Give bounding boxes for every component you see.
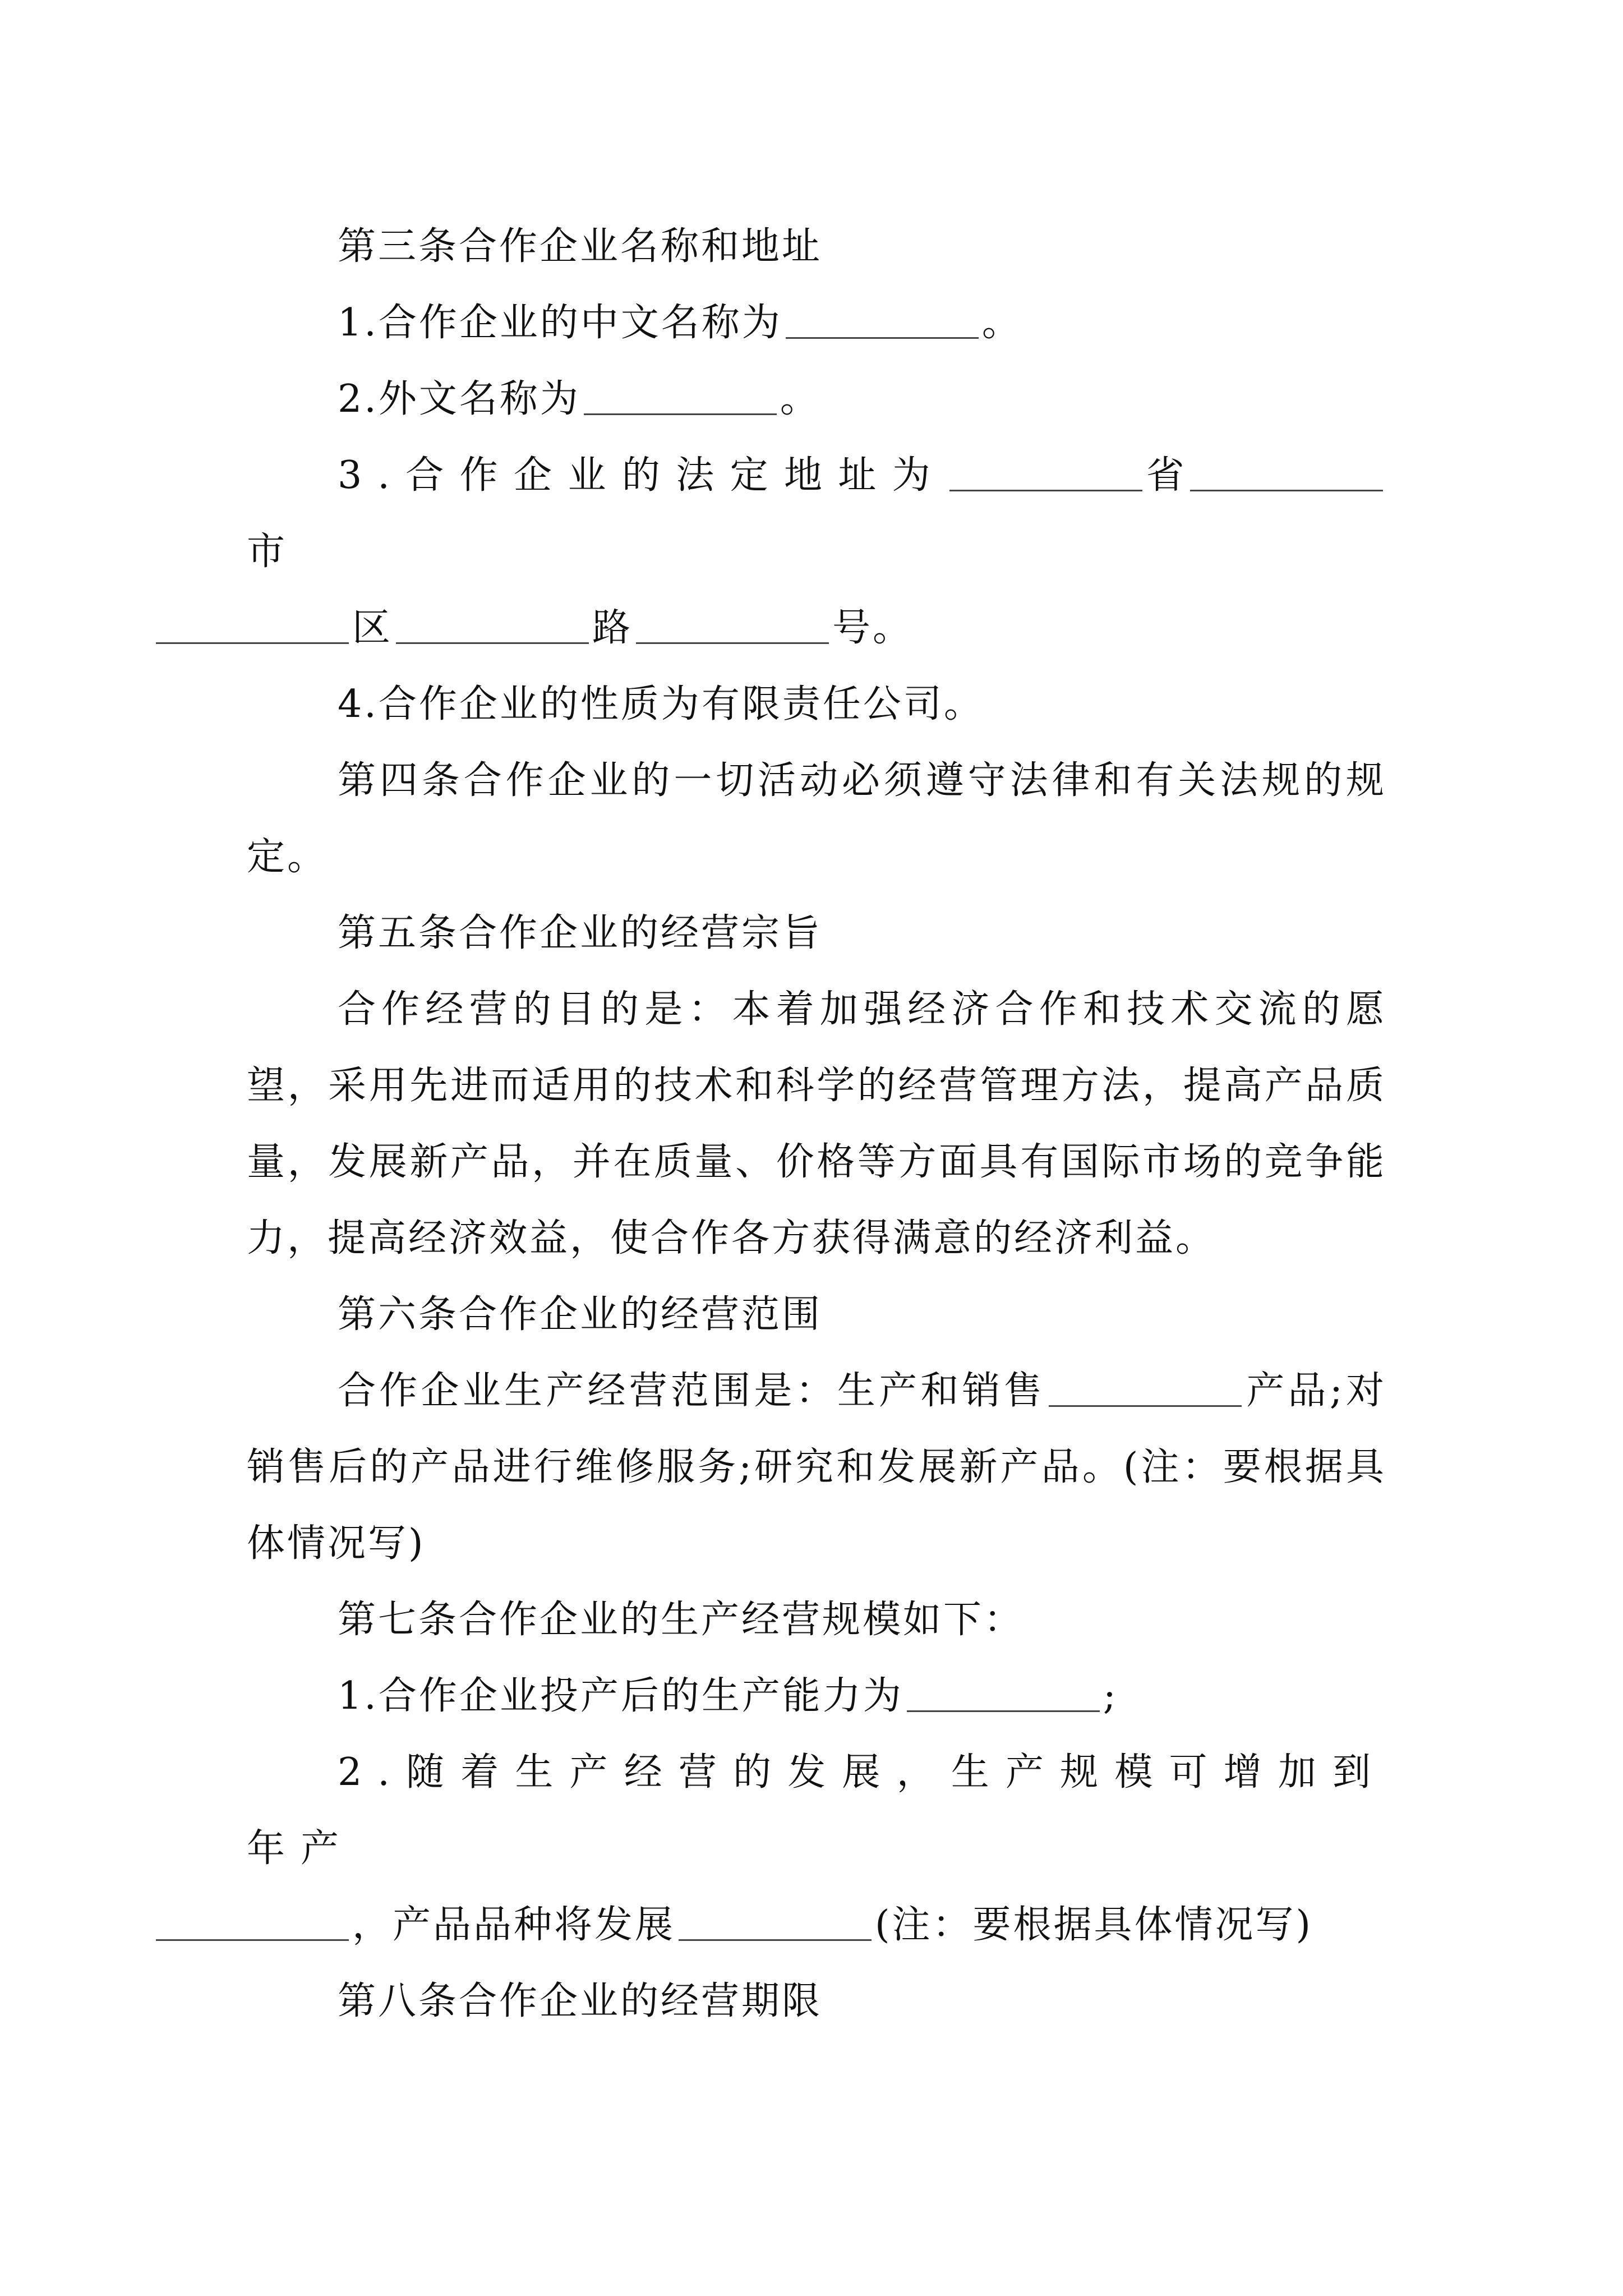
item-text: (注：要根据具体情况写): [875, 1903, 1313, 1947]
article-5-body: 合作经营的目的是：本着加强经济合作和技术交流的愿望，采用先进而适用的技术和科学的经营管理方法，提高产品质量，发展新产品，并在质量、价格等方面具有国际市场的竞争能力，提高经济效益，使合作各方获得满意的经济利益。: [247, 987, 1386, 1260]
item-text: 3.合作企业的法定地址为: [338, 453, 947, 498]
item-text: 产品;对销售后的产品进行维修服务;研究和发展新产品。(注：要根据具体情况写): [247, 1369, 1386, 1566]
article-6-body: [247, 1353, 1386, 1582]
article-3-item-1: [247, 285, 1386, 361]
item-text: 2.随着生产经营的发展，生产规模可增加到年产: [247, 1750, 1386, 1871]
document-body: [247, 209, 1386, 2040]
blank-line: [396, 609, 589, 644]
item-text: 号。: [832, 606, 914, 650]
blank-line: [786, 303, 979, 339]
item-text: 路: [592, 606, 633, 650]
blank-line: [949, 456, 1142, 491]
item-text: 合作企业生产经营范围是：生产和销售: [338, 1369, 1046, 1413]
blank-line: [636, 609, 829, 644]
blank-line: [907, 1677, 1100, 1712]
item-text: 1.合作企业的中文名称为: [338, 301, 782, 345]
article-5-heading: 第五条合作企业的经营宗旨: [338, 911, 823, 955]
blank-line: [1049, 1372, 1242, 1407]
item-text: 区: [352, 606, 393, 650]
blank-line: [1190, 456, 1383, 491]
article-7-item-1: [247, 1658, 1386, 1734]
item-text: ;: [1103, 1674, 1118, 1718]
blank-line: [679, 1906, 872, 1941]
item-text: 。: [981, 301, 1022, 345]
blank-line: [584, 380, 777, 415]
article-6-heading: 第六条合作企业的经营范围: [338, 1292, 823, 1337]
item-text: 1.合作企业投产后的生产能力为: [338, 1674, 903, 1718]
article-3-item-2: [247, 361, 1386, 438]
item-text: 。: [780, 377, 820, 421]
item-text: ，产品品种将发展: [352, 1903, 676, 1947]
blank-line: [156, 1906, 349, 1941]
article-7-item-2: [247, 1734, 1386, 1963]
article-3-heading: 第三条合作企业名称和地址: [338, 224, 823, 269]
article-8-heading: 第八条合作企业的经营期限: [338, 1979, 823, 2023]
article-3-item-3: [247, 438, 1386, 666]
article-3-item-4: 4.合作企业的性质为有限责任公司。: [338, 682, 984, 726]
item-text: 市: [247, 530, 288, 574]
blank-line: [156, 609, 349, 644]
item-text: 省: [1146, 453, 1187, 498]
article-7-heading: 第七条合作企业的生产经营规模如下：: [338, 1598, 1025, 1642]
item-text: 2.外文名称为: [338, 377, 580, 421]
article-4-text: 第四条合作企业的一切活动必须遵守法律和有关法规的规定。: [247, 758, 1386, 879]
